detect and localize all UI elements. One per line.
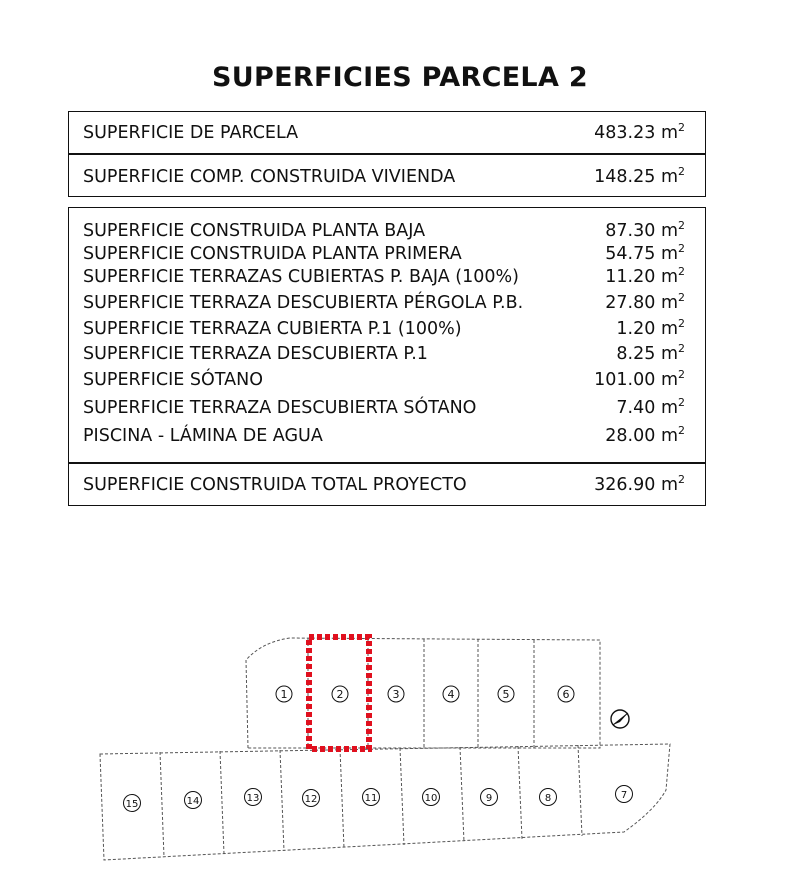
parcel-label: 13 — [246, 793, 260, 804]
surface-label: SUPERFICIE CONSTRUIDA PLANTA PRIMERA — [83, 244, 462, 264]
parcel-label: 1 — [280, 688, 288, 701]
parcel-divider — [578, 745, 582, 836]
total-surface-box — [68, 463, 706, 506]
parcel-label: 6 — [562, 688, 570, 701]
parcel-label: 15 — [125, 799, 139, 810]
bottom-block-outline — [100, 744, 670, 860]
detail-surfaces-box — [68, 207, 706, 463]
parcel-label: 10 — [424, 793, 438, 804]
surface-value: 8.25 $m^2$ — [616, 342, 685, 364]
surface-value: 11.20 $m^2$ — [605, 265, 685, 287]
parcel-label: 2 — [336, 688, 344, 701]
surface-value: 1.20 $m^2$ — [616, 317, 685, 339]
parcel-divider — [518, 746, 522, 839]
surface-label: SUPERFICIE TERRAZAS CUBIERTAS P. BAJA (100%) — [83, 267, 519, 287]
parcel-label: 14 — [186, 796, 200, 807]
parcel-label: 9 — [485, 793, 493, 804]
parcel-label: 4 — [447, 688, 455, 701]
surface-label: SUPERFICIE TERRAZA DESCUBIERTA PÉRGOLA P.B. — [83, 293, 524, 313]
surface-label: SUPERFICIE COMP. CONSTRUIDA VIVIENDA — [83, 167, 456, 187]
surface-label: PISCINA - LÁMINA DE AGUA — [83, 426, 323, 446]
parcel-label: 3 — [392, 688, 400, 701]
surface-label: SUPERFICIE CONSTRUIDA PLANTA BAJA — [83, 221, 426, 241]
parcel-divider — [280, 750, 284, 851]
parcel-label: 8 — [544, 793, 552, 804]
parcel-label: 7 — [620, 790, 628, 801]
surface-label: SUPERFICIE TERRAZA DESCUBIERTA SÓTANO — [83, 398, 477, 418]
surface-label: SUPERFICIE SÓTANO — [83, 370, 263, 390]
parcel-divider — [400, 748, 404, 845]
surface-label: SUPERFICIE DE PARCELA — [83, 123, 299, 143]
parcel-divider — [220, 751, 224, 854]
computed-surface-box — [68, 154, 706, 197]
parcel-surface-box — [68, 111, 706, 154]
total-label: SUPERFICIE CONSTRUIDA TOTAL PROYECTO — [83, 475, 467, 495]
parcel-label: 5 — [502, 688, 510, 701]
surface-value: 483.23 $m^2$ — [594, 121, 685, 143]
top-block-outline — [246, 638, 600, 748]
surface-value: 28.00 $m^2$ — [605, 424, 685, 446]
surface-value: 27.80 $m^2$ — [605, 291, 685, 313]
parcel-label: 11 — [364, 793, 378, 804]
surface-value: 7.40 $m^2$ — [616, 396, 685, 418]
surface-value: 54.75 $m^2$ — [605, 242, 685, 264]
surface-label: SUPERFICIE TERRAZA CUBIERTA P.1 (100%) — [83, 319, 462, 339]
parcel-divider — [340, 749, 344, 848]
surface-value: 148.25 $m^2$ — [594, 165, 685, 187]
surface-label: SUPERFICIE TERRAZA DESCUBIERTA P.1 — [83, 344, 428, 364]
site-plan — [0, 600, 800, 888]
parcel-label: 12 — [304, 794, 318, 805]
page-title: SUPERFICIES PARCELA 2 — [212, 62, 588, 93]
total-value: 326.90 $m^2$ — [594, 473, 685, 495]
parcel-divider — [460, 747, 464, 842]
parcel-divider — [160, 752, 164, 857]
surface-value: 87.30 $m^2$ — [605, 219, 685, 241]
surface-value: 101.00 $m^2$ — [594, 368, 685, 390]
north-arrow-icon — [611, 710, 629, 728]
